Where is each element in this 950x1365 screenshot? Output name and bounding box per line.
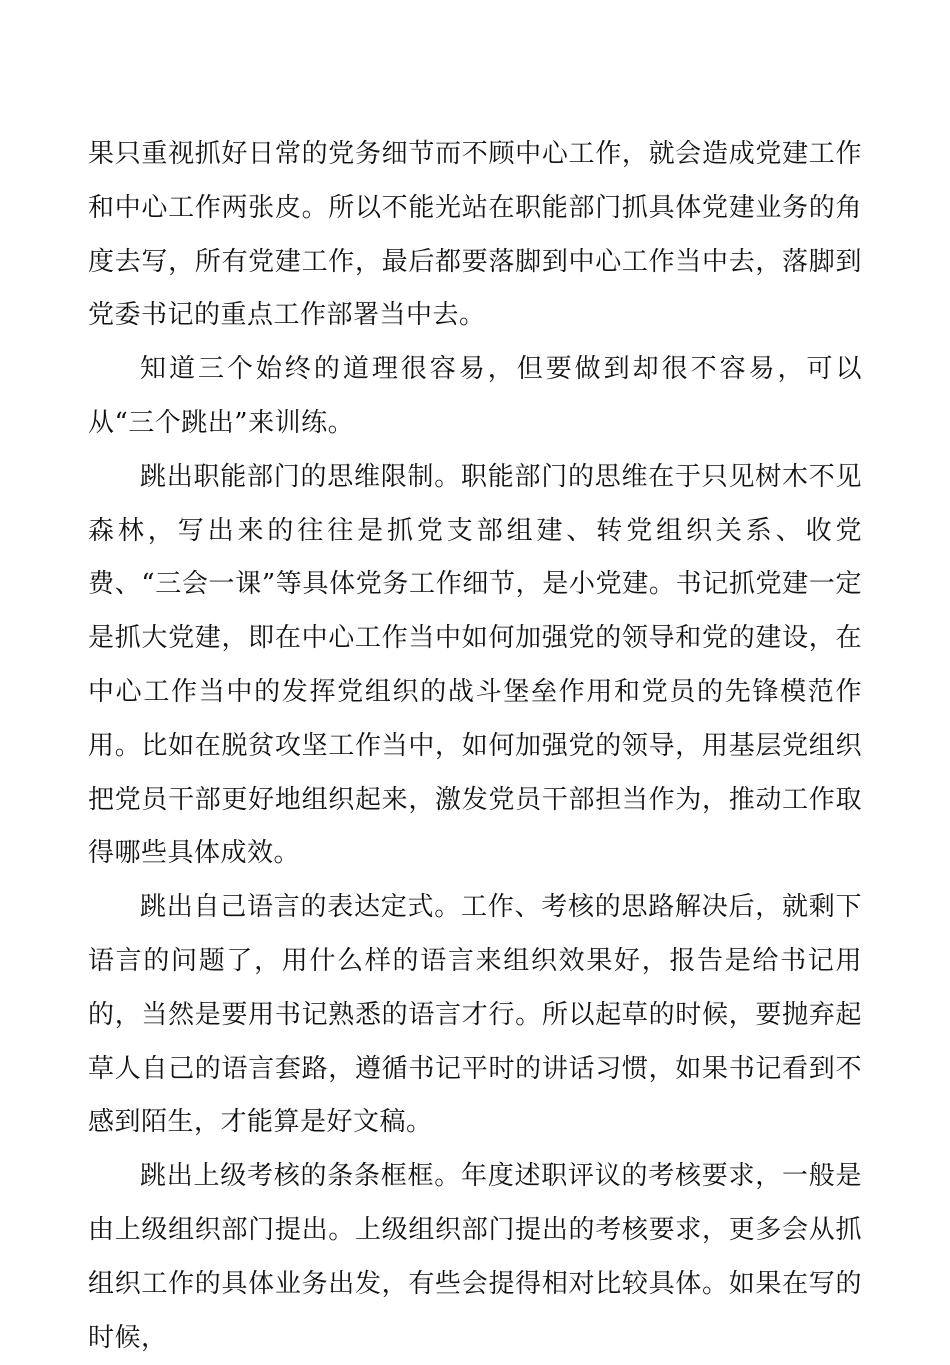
paragraph-2: 知道三个始终的道理很容易，但要做到却很不容易，可以从“三个跳出”来训练。: [88, 354, 862, 438]
document-body: [88, 128, 862, 1365]
paragraph-1: 果只重视抓好日常的党务细节而不顾中心工作，就会造成党建工作和中心工作两张皮。所以不能光站在职能部门抓具体党建业务的角度去写，所有党建工作，最后都要落脚到中心工作当中去，落脚到党委书记的重点工作部署当中去。: [88, 139, 862, 331]
paragraph-4: 跳出自己语言的表达定式。工作、考核的思路解决后，就剩下语言的问题了，用什么样的语言来组织效果好，报告是给书记用的，当然是要用书记熟悉的语言才行。所以起草的时候，要抛弃起草人自己的语言套路，遵循书记平时的讲话习惯，如果书记看到不感到陌生，才能算是好文稿。: [88, 892, 862, 1138]
paragraph-5: 跳出上级考核的条条框框。年度述职评议的考核要求，一般是由上级组织部门提出。上级组织部门提出的考核要求，更多会从抓组织工作的具体业务出发，有些会提得相对比较具体。如果在写的时候，: [88, 1161, 862, 1353]
paragraph-3: 跳出职能部门的思维限制。职能部门的思维在于只见树木不见森林，写出来的往往是抓党支部组建、转党组织关系、收党费、“三会一课”等具体党务工作细节，是小党建。书记抓党建一定是抓大党建，即在中心工作当中如何加强党的领导和党的建设，在中心工作当中的发挥党组织的战斗堡垒作用和党员的先锋模范作用。比如在脱贫攻坚工作当中，如何加强党的领导，用基层党组织把党员干部更好地组织起来，激发党员干部担当作为，推动工作取得哪些具体成效。: [88, 461, 862, 869]
